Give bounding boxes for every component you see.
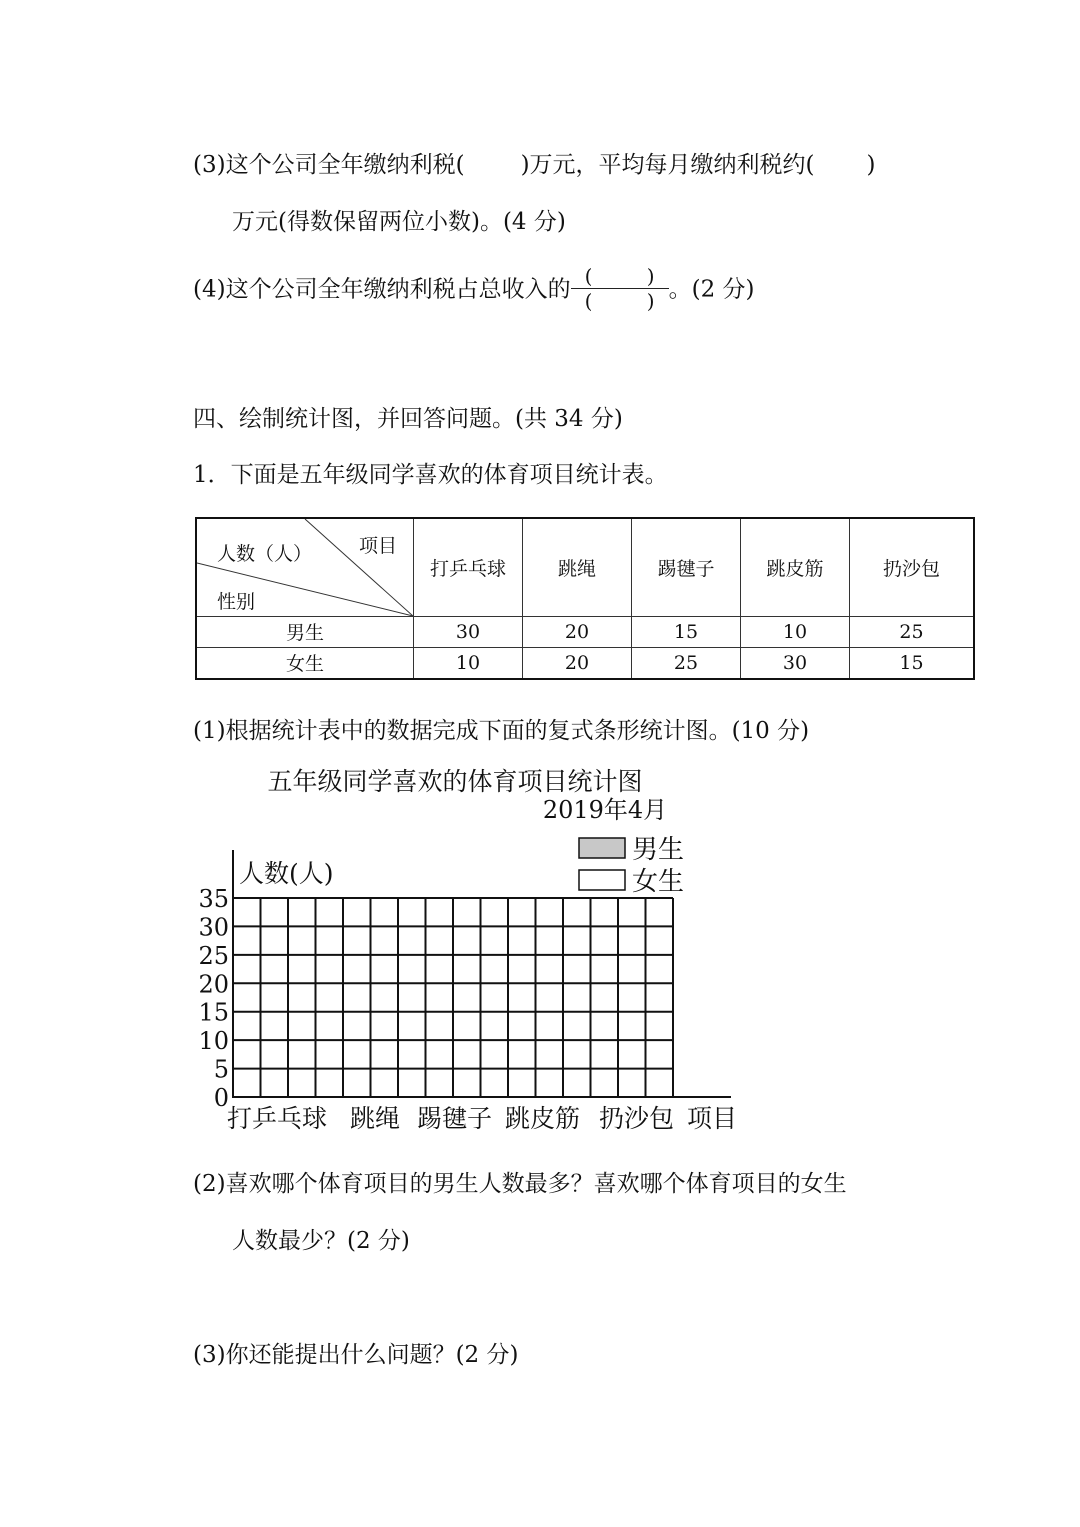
section-4-question-1-intro: 1．下面是五年级同学喜欢的体育项目统计表。 [193,462,668,488]
sub-question-3: (3)你还能提出什么问题？(2 分) [193,1342,519,1368]
chart-subtitle: 2019年4月 [542,796,668,824]
table-cell: 30 [414,617,523,648]
y-tick-label: 30 [198,913,229,942]
numerator-open: ( [584,264,593,288]
table-cell: 30 [741,647,850,679]
column-header: 跳皮筋 [741,518,850,617]
y-tick-label: 5 [213,1055,229,1084]
column-header: 踢毽子 [632,518,741,617]
table-corner-cell [196,518,414,617]
x-tick-labels [227,1104,674,1133]
question-3-line1 [193,146,876,179]
question-3-text-part1: (3)这个公司全年缴纳利税( [193,152,465,178]
chart-grid [233,898,673,1097]
corner-label-gender: 性别 [217,591,256,613]
question-4-prefix: (4)这个公司全年缴纳利税占总收入的 [193,276,571,303]
section-4-heading: 四、绘制统计图，并回答问题。(共 34 分) [193,406,623,432]
question-3-text-part2: )万元，平均每月缴纳利税约( [520,152,815,178]
y-tick-label: 10 [198,1027,229,1056]
row-label: 男生 [196,617,414,648]
question-4-suffix: 。(2 分) [668,276,755,303]
table-cell: 15 [850,647,975,679]
table-cell: 20 [523,617,632,648]
grouped-bar-chart[interactable] [195,760,795,1140]
y-axis-label: 人数(人) [239,859,334,888]
corner-label-project: 项目 [359,535,398,557]
column-header: 跳绳 [523,518,632,617]
x-axis-label: 项目 [687,1104,738,1133]
sub-question-1: (1)根据统计表中的数据完成下面的复式条形统计图。(10 分) [193,718,810,744]
chart-title: 五年级同学喜欢的体育项目统计图 [267,767,643,796]
numerator-close: ) [646,264,655,288]
y-tick-label: 15 [198,998,229,1027]
corner-label-count: 人数（人） [217,543,313,565]
sub-question-2-line1: (2)喜欢哪个体育项目的男生人数最多？喜欢哪个体育项目的女生 [193,1171,847,1197]
y-tick-label: 25 [198,941,229,970]
question-4 [193,264,755,313]
y-tick-label: 35 [198,885,229,913]
row-label: 女生 [196,647,414,679]
table-header-row [196,518,974,617]
column-header: 打乒乓球 [414,518,523,617]
x-tick-label: 扔沙包 [599,1104,675,1133]
table-cell: 20 [523,647,632,679]
column-header: 扔沙包 [850,518,975,617]
x-tick-label: 跳皮筋 [505,1104,581,1133]
legend-label-girls: 女生 [632,867,685,897]
y-tick-label: 20 [198,970,229,999]
fraction-answer-blank[interactable] [571,266,669,311]
table-cell: 15 [632,617,741,648]
table-row-boys [196,617,974,648]
table-cell: 25 [632,647,741,679]
sub-question-2-line2: 人数最少？(2 分) [232,1228,410,1254]
table-cell: 10 [741,617,850,648]
y-tick-label: 0 [213,1084,229,1112]
question-3-line2: 万元(得数保留两位小数)。(4 分) [232,209,566,235]
question-3-text-part3: ) [866,152,876,178]
y-tick-labels [198,885,229,1112]
legend-label-boys: 男生 [632,835,685,865]
table-cell: 25 [850,617,975,648]
legend-swatch-girls [579,870,625,890]
table-cell: 10 [414,647,523,679]
x-tick-label: 打乒乓球 [227,1104,328,1133]
x-tick-label: 跳绳 [350,1104,401,1133]
denominator-close: ) [646,289,655,313]
denominator-open: ( [584,289,593,313]
table-row-girls [196,647,974,679]
sports-stats-table [195,517,975,680]
legend-swatch-boys [579,838,625,858]
x-tick-label: 踢毽子 [417,1104,493,1133]
